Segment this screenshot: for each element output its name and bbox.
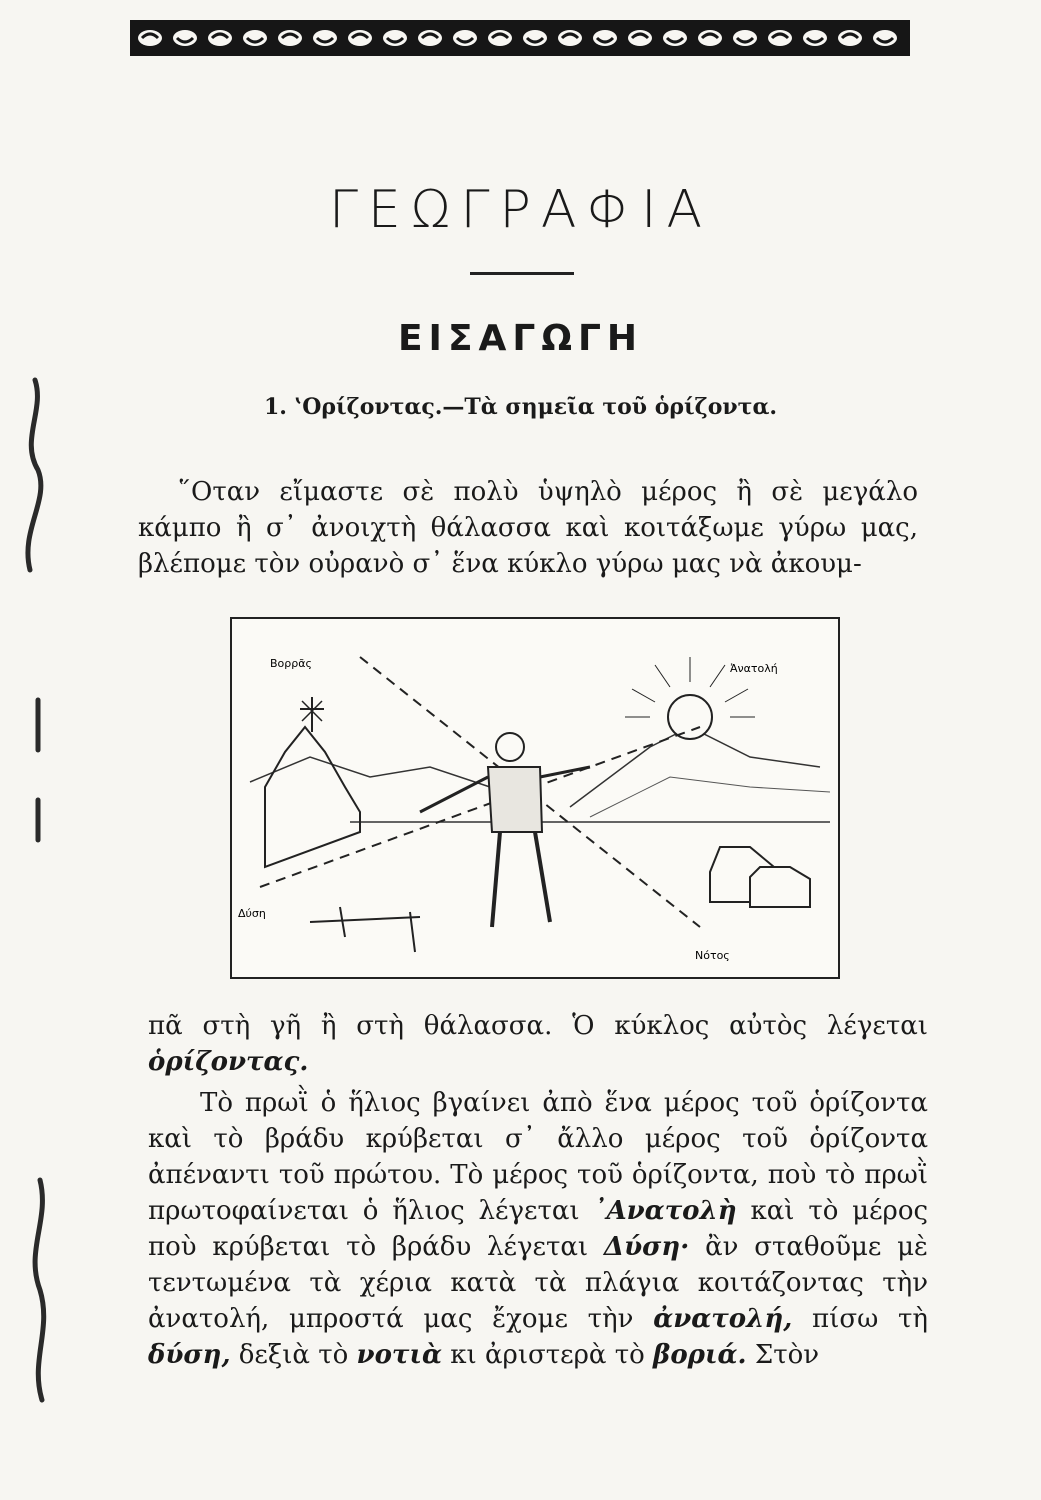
text-part-1: Τὸ πρωῒ ὁ ἥλιος βγαίνει ἀπὸ ἕνα μέρος τοῦ ὁρίζοντα καὶ τὸ βράδυ κρύβεται σ᾽ ἄλλο μέρος τοῦ ὁρίζοντα ἀπέναντι τοῦ πρώτου. Τὸ μέρος τοῦ ὁρίζοντα, ποὺ τὸ πρωῒ πρωτοφαίνεται ὁ ἥλιος λέγεται — [148, 1088, 928, 1226]
term-anatoli: ἀνατολή, — [653, 1304, 793, 1334]
text-part-6: κι ἀριστερὰ τὸ — [450, 1340, 645, 1370]
figure-label-north: Βορρᾶς — [270, 657, 312, 670]
text-part-2: καὶ τὸ μέρος ποὺ κρύβεται τὸ βράδυ λέγεται — [148, 1196, 929, 1262]
binding-stitches — [0, 370, 50, 1420]
text-part-4: πίσω τὴ — [812, 1304, 928, 1334]
section-heading: 1. ‛Ορίζοντας.—Τὰ σημεῖα τοῦ ὁρίζοντα. — [263, 394, 778, 420]
paragraph-intro: ῞Οταν εἴμαστε σὲ πολὺ ὑψηλὸ μέρος ἢ σὲ μεγάλο κάμπο ἢ σ᾽ ἀνοιχτὴ θάλασσα καὶ κοιτάξωμε γύρω μας, βλέπομε τὸν οὐρανὸ σ᾽ ἕνα κύκλο γύρω μας νὰ ἀκουμ- — [138, 477, 918, 579]
text-part-3: ἂν σταθοῦμε μὲ τεντωμένα τὰ χέρια κατὰ τὰ πλάγια κοιτάζοντας τὴν ἀνατολή, μπροστά μας ἔχομε τὴν — [148, 1232, 929, 1334]
title-divider — [470, 272, 574, 275]
figure-label-east: Ἀνατολή — [730, 662, 778, 675]
term-east: ᾽Ανατολὴ — [593, 1196, 737, 1226]
term-west: Δύση· — [603, 1232, 690, 1262]
page-title: ΓΕΩΓΡΑΦΙΑ — [328, 180, 713, 240]
text-part-7: Στὸν — [754, 1340, 820, 1370]
term-dysi: δύση, — [148, 1340, 231, 1370]
decorative-border-ornament — [130, 18, 910, 58]
section-subtitle: ΕΙΣΑΓΩΓΗ — [397, 318, 644, 359]
text-part-5: δεξιὰ τὸ — [238, 1340, 349, 1370]
paragraph-text: πᾶ στὴ γῆ ἢ στὴ θάλασσα. Ὁ κύκλος αὐτὸς λέγεται — [148, 1011, 928, 1041]
term-horizon: ὁρίζοντας. — [148, 1047, 309, 1077]
horizon-illustration — [230, 617, 840, 979]
term-notia: νοτιὰ — [356, 1340, 443, 1370]
term-voria: βοριά. — [653, 1340, 747, 1370]
paragraph-cardinal-points — [148, 1085, 928, 1373]
figure-label-west: Δύση — [238, 907, 266, 920]
paragraph-horizon-definition — [148, 1008, 928, 1080]
figure-label-south: Νότος — [695, 949, 730, 962]
